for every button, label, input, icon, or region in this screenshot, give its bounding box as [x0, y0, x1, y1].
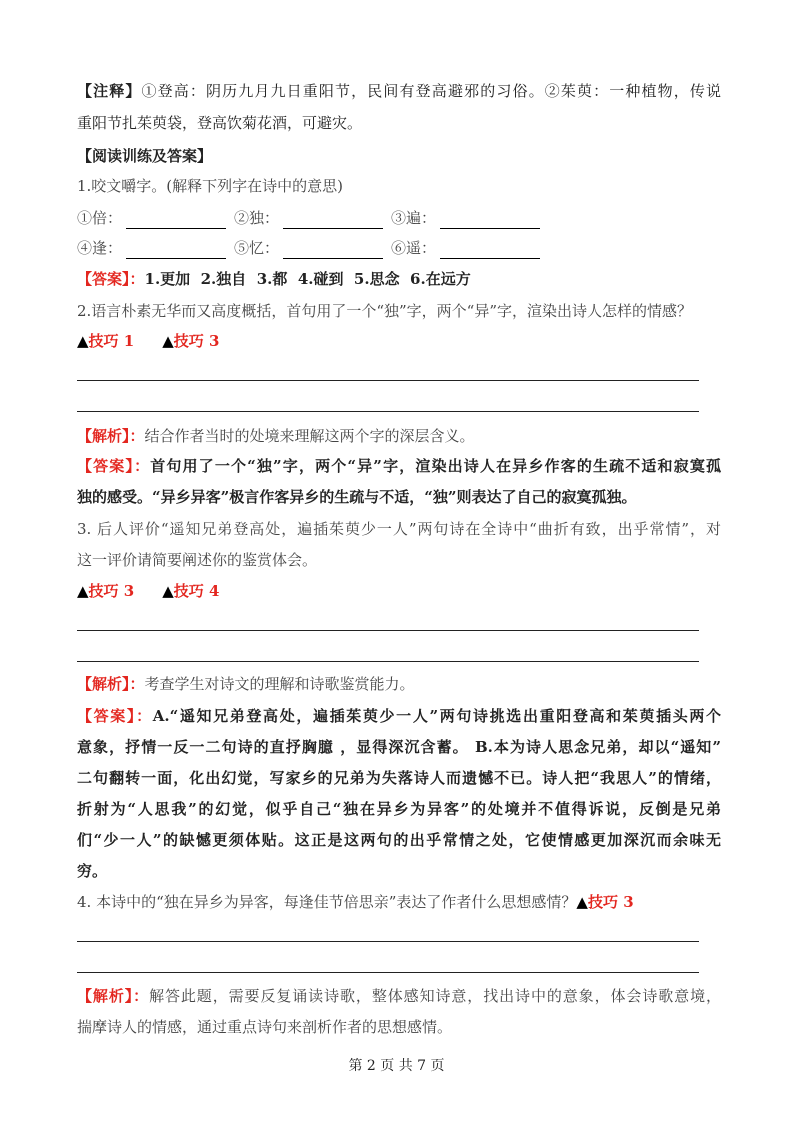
tip-label: 技巧 4 [173, 582, 220, 600]
analysis-label: 【解析】： [77, 427, 145, 445]
analysis-text: 解答此题，需要反复诵读诗歌，整体感知诗意，找出诗中的意象，体会诗歌意境， [149, 987, 721, 1005]
q3-answer-line: 折射为“人思我”的幻觉，似乎自己“独在异乡为异客”的处境并不值得诉说，反倒是兄弟 [77, 800, 721, 818]
q2-analysis [77, 425, 721, 447]
q1-row-1 [77, 207, 721, 229]
triangle-icon: ▲ [576, 893, 588, 911]
analysis-label: 【解析】： [77, 987, 150, 1005]
note-text: ①登高：阴历九月九日重阳节，民间有登高避邪的习俗。②茱萸：一种植物，传说 [141, 82, 721, 100]
q4-analysis-line [77, 985, 721, 1007]
q3-prompt-line: 这一评价请简要阐述你的鉴赏体会。 [77, 551, 318, 569]
q3-answer-line: 二句翻转一面，化出幻觉，写家乡的兄弟为失落诗人而遗憾不已。诗人把“我思人”的情绪， [77, 769, 721, 787]
answer-rule[interactable] [77, 941, 699, 942]
q3-analysis [77, 673, 721, 695]
answer-rule[interactable] [77, 411, 699, 412]
page-footer: 第 2 页 共 7 页 [348, 1058, 445, 1074]
q1-item: ①倍： [77, 209, 123, 227]
tip-label: 技巧 3 [587, 893, 634, 911]
answer-text: A.“遥知兄弟登高处，遍插茱萸少一人”两句诗挑选出重阳登高和茱萸插头两个 [152, 707, 721, 725]
tip-label: 技巧 1 [88, 332, 135, 350]
q3-answer-line [77, 705, 721, 727]
q1-item: ⑥遥： [391, 239, 437, 257]
q4-prompt [77, 891, 721, 913]
triangle-icon: ▲ [77, 332, 89, 350]
analysis-label: 【解析】： [77, 675, 145, 693]
note-label: 【注释】 [77, 82, 142, 100]
q3-answer-line: 意象，抒情一反一二句诗的直抒胸臆 ，显得深沉含蓄。 B.本为诗人思念兄弟，却以“遥知” [77, 738, 721, 756]
note-line-2: 重阳节扎茱萸袋，登高饮菊花酒，可避灾。 [77, 114, 363, 132]
answer-rule[interactable] [77, 972, 699, 973]
q1-item: ④逢： [77, 239, 123, 257]
analysis-text: 考查学生对诗文的理解和诗歌鉴赏能力。 [144, 675, 415, 693]
q4-prompt-text: 4. 本诗中的“独在异乡为异客，每逢佳节倍思亲”表达了作者什么思想感情？ [77, 893, 577, 911]
answer-rule[interactable] [77, 630, 699, 631]
answer-label: 【答案】： [77, 270, 145, 288]
tip-label: 技巧 3 [173, 332, 220, 350]
q3-prompt-line: 3. 后人评价“遥知兄弟登高处，遍插茱萸少一人”两句诗在全诗中“曲折有致，出乎常情”，对 [77, 520, 721, 538]
triangle-icon: ▲ [162, 582, 174, 600]
answer-text: 首句用了一个“独”字，两个“异”字，渲染出诗人在异乡作客的生疏不适和寂寞孤 [150, 457, 721, 475]
answer-rule[interactable] [77, 661, 699, 662]
answer-blank[interactable] [126, 214, 226, 229]
answer-blank[interactable] [126, 244, 226, 259]
note-line-1 [77, 80, 721, 102]
q3-answer-line: 们“少一人”的缺憾更须体贴。这正是这两句的出乎常情之处，它使情感更加深沉而余味无 [77, 831, 721, 849]
analysis-text: 结合作者当时的处境来理解这两个字的深层含义。 [144, 427, 475, 445]
answer-blank[interactable] [440, 214, 540, 229]
q3-tips [77, 580, 721, 602]
q2-answer-line [77, 455, 721, 477]
answer-rule[interactable] [77, 380, 699, 381]
q1-item: ②独： [234, 209, 280, 227]
q2-prompt: 2.语言朴素无华而又高度概括，首句用了一个“独”字，两个“异”字，渲染出诗人怎样的情感？ [77, 302, 692, 320]
q1-prompt: 1.咬文嚼字。(解释下列字在诗中的意思) [77, 177, 344, 195]
q1-answer [77, 268, 721, 290]
q4-analysis-line: 揣摩诗人的情感，通过重点诗句来剖析作者的思想感情。 [77, 1018, 453, 1036]
q2-tips [77, 330, 721, 352]
answer-label: 【答案】： [77, 707, 153, 725]
q1-item: ⑤忆： [234, 239, 280, 257]
triangle-icon: ▲ [77, 582, 89, 600]
triangle-icon: ▲ [162, 332, 174, 350]
q2-answer-line: 独的感受。“异乡异客”极言作客异乡的生疏与不适，“独”则表达了自己的寂寞孤独。 [77, 488, 637, 506]
answer-label: 【答案】： [77, 457, 151, 475]
q1-item: ③遍： [391, 209, 437, 227]
q3-answer-line: 穷。 [77, 862, 108, 880]
section-title: 【阅读训练及答案】 [77, 147, 213, 165]
q1-row-2 [77, 237, 721, 259]
tip-label: 技巧 3 [88, 582, 135, 600]
answer-blank[interactable] [440, 244, 540, 259]
answer-blank[interactable] [283, 214, 383, 229]
answer-text: 1.更加 2.独自 3.都 4.碰到 5.思念 6.在远方 [144, 270, 471, 288]
answer-blank[interactable] [283, 244, 383, 259]
